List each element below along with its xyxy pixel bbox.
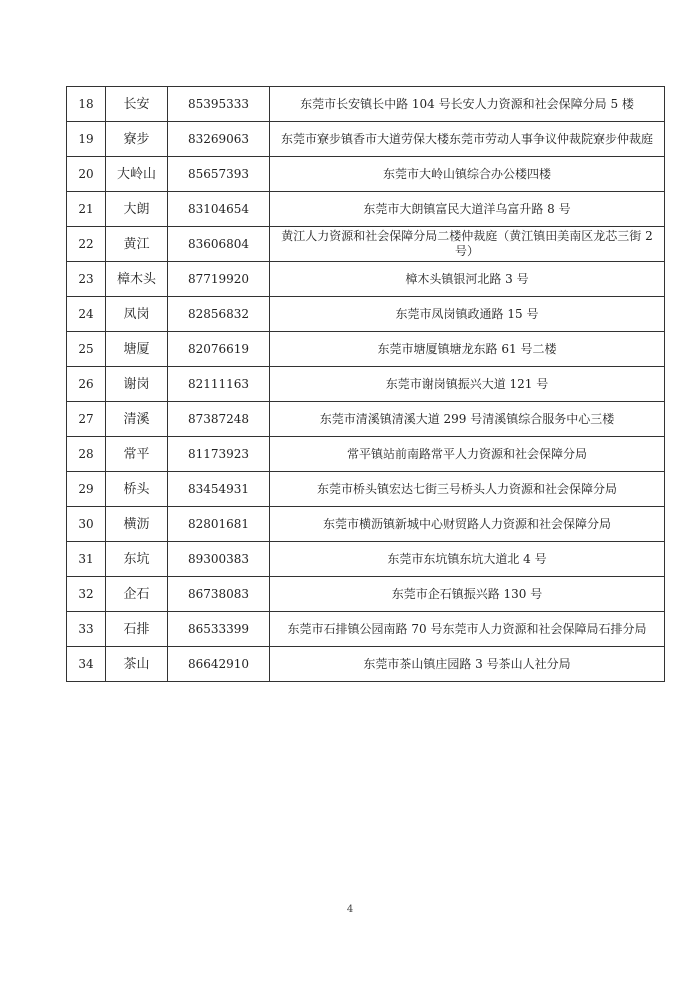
- page-number: 4: [346, 904, 354, 915]
- row-number: 32: [67, 577, 106, 612]
- phone-number: 81173923: [168, 437, 270, 472]
- row-number: 20: [67, 157, 106, 192]
- row-number: 18: [67, 87, 106, 122]
- office-address: 东莞市桥头镇宏达七街三号桥头人力资源和社会保障分局: [270, 472, 665, 507]
- row-number: 19: [67, 122, 106, 157]
- phone-number: 87719920: [168, 262, 270, 297]
- table-body: [67, 87, 665, 682]
- office-address: 东莞市凤岗镇政通路 15 号: [270, 297, 665, 332]
- table-row: [67, 262, 665, 297]
- phone-number: 83269063: [168, 122, 270, 157]
- phone-number: 83104654: [168, 192, 270, 227]
- office-address: 东莞市清溪镇清溪大道 299 号清溪镇综合服务中心三楼: [270, 402, 665, 437]
- table-row: [67, 542, 665, 577]
- office-address: 常平镇站前南路常平人力资源和社会保障分局: [270, 437, 665, 472]
- row-number: 27: [67, 402, 106, 437]
- phone-number: 82076619: [168, 332, 270, 367]
- phone-number: 85395333: [168, 87, 270, 122]
- town-name: 大岭山: [106, 157, 168, 192]
- table-row: [67, 472, 665, 507]
- office-address: 东莞市寮步镇香市大道劳保大楼东莞市劳动人事争议仲裁院寮步仲裁庭: [270, 122, 665, 157]
- phone-number: 83454931: [168, 472, 270, 507]
- row-number: 29: [67, 472, 106, 507]
- row-number: 26: [67, 367, 106, 402]
- town-name: 樟木头: [106, 262, 168, 297]
- town-name: 东坑: [106, 542, 168, 577]
- table-row: [67, 227, 665, 262]
- office-address: 东莞市横沥镇新城中心财贸路人力资源和社会保障分局: [270, 507, 665, 542]
- phone-number: 82856832: [168, 297, 270, 332]
- table-row: [67, 122, 665, 157]
- office-address: 樟木头镇银河北路 3 号: [270, 262, 665, 297]
- office-address: 东莞市塘厦镇塘龙东路 61 号二楼: [270, 332, 665, 367]
- row-number: 33: [67, 612, 106, 647]
- table-row: [67, 192, 665, 227]
- table-row: [67, 157, 665, 192]
- row-number: 28: [67, 437, 106, 472]
- row-number: 34: [67, 647, 106, 682]
- row-number: 31: [67, 542, 106, 577]
- phone-number: 83606804: [168, 227, 270, 262]
- town-name: 大朗: [106, 192, 168, 227]
- town-name: 茶山: [106, 647, 168, 682]
- table-row: [67, 402, 665, 437]
- town-name: 长安: [106, 87, 168, 122]
- town-name: 塘厦: [106, 332, 168, 367]
- table-row: [67, 332, 665, 367]
- table-row: [67, 297, 665, 332]
- phone-number: 82801681: [168, 507, 270, 542]
- phone-number: 82111163: [168, 367, 270, 402]
- town-name: 凤岗: [106, 297, 168, 332]
- office-address: 东莞市大朗镇富民大道洋乌富升路 8 号: [270, 192, 665, 227]
- table-row: [67, 87, 665, 122]
- office-contact-table: [66, 86, 665, 682]
- office-address: 东莞市企石镇振兴路 130 号: [270, 577, 665, 612]
- office-address: 东莞市石排镇公园南路 70 号东莞市人力资源和社会保障局石排分局: [270, 612, 665, 647]
- phone-number: 86533399: [168, 612, 270, 647]
- phone-number: 86642910: [168, 647, 270, 682]
- phone-number: 87387248: [168, 402, 270, 437]
- town-name: 石排: [106, 612, 168, 647]
- row-number: 24: [67, 297, 106, 332]
- town-name: 清溪: [106, 402, 168, 437]
- row-number: 30: [67, 507, 106, 542]
- table-row: [67, 507, 665, 542]
- office-address: 东莞市大岭山镇综合办公楼四楼: [270, 157, 665, 192]
- row-number: 25: [67, 332, 106, 367]
- town-name: 横沥: [106, 507, 168, 542]
- town-name: 企石: [106, 577, 168, 612]
- table-row: [67, 367, 665, 402]
- town-name: 常平: [106, 437, 168, 472]
- office-address: 黄江人力资源和社会保障分局二楼仲裁庭（黄江镇田美南区龙芯三街 2 号）: [270, 227, 665, 262]
- town-name: 黄江: [106, 227, 168, 262]
- row-number: 22: [67, 227, 106, 262]
- row-number: 21: [67, 192, 106, 227]
- table-row: [67, 612, 665, 647]
- office-address: 东莞市谢岗镇振兴大道 121 号: [270, 367, 665, 402]
- town-name: 谢岗: [106, 367, 168, 402]
- town-name: 寮步: [106, 122, 168, 157]
- phone-number: 89300383: [168, 542, 270, 577]
- office-address: 东莞市长安镇长中路 104 号长安人力资源和社会保障分局 5 楼: [270, 87, 665, 122]
- table-row: [67, 437, 665, 472]
- row-number: 23: [67, 262, 106, 297]
- office-address: 东莞市茶山镇庄园路 3 号茶山人社分局: [270, 647, 665, 682]
- office-address: 东莞市东坑镇东坑大道北 4 号: [270, 542, 665, 577]
- table-row: [67, 577, 665, 612]
- phone-number: 85657393: [168, 157, 270, 192]
- town-name: 桥头: [106, 472, 168, 507]
- table-row: [67, 647, 665, 682]
- phone-number: 86738083: [168, 577, 270, 612]
